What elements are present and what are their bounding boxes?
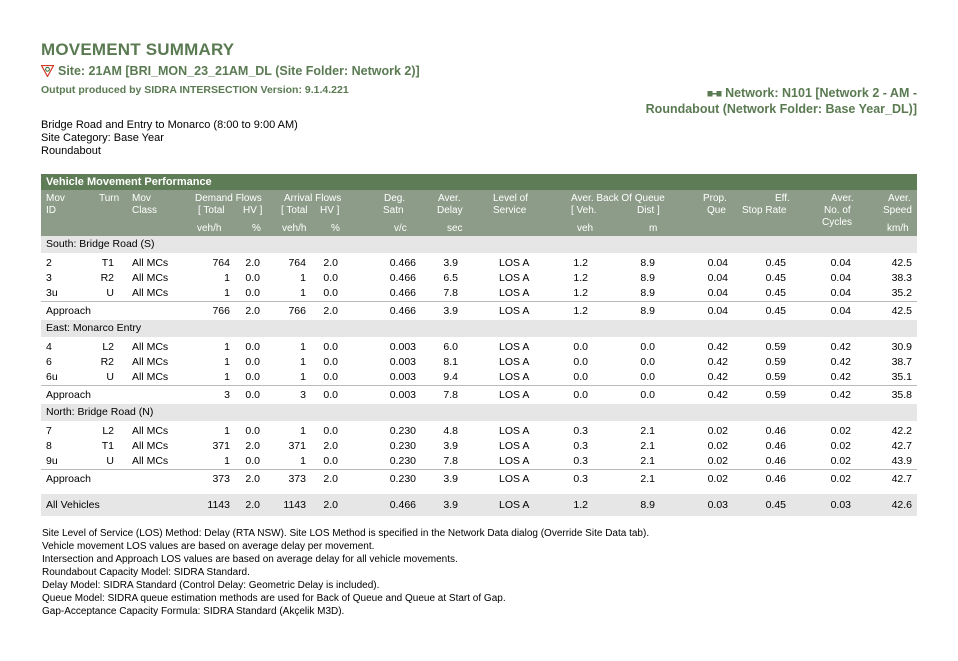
queue-veh-cell: 1.2 — [573, 272, 588, 284]
demand-total-cell: 1 — [224, 371, 230, 383]
aver-speed-cell: 38.7 — [891, 356, 912, 368]
demand-total-cell: 1 — [224, 455, 230, 467]
demand-hv-cell: 0.0 — [245, 455, 260, 467]
arrival-hv-cell: 0.0 — [323, 455, 338, 467]
header-mov: Mov — [46, 193, 65, 204]
table-row — [41, 424, 917, 439]
mov-class-cell: All MCs — [132, 356, 169, 368]
site-label: Site: 21AM [BRI_MON_23_21AM_DL (Site Folder: Network 2)] — [58, 64, 420, 78]
turn-cell: L2 — [102, 425, 114, 437]
aver-speed-cell: 42.2 — [891, 425, 912, 437]
mov-id-cell: 3u — [46, 287, 58, 299]
mov-id-cell: 4 — [46, 341, 52, 353]
aver-cycles-cell: 0.42 — [830, 341, 851, 353]
arrival-total-cell: 3 — [300, 389, 306, 401]
aver-cycles-cell: 0.04 — [830, 287, 851, 299]
prop-que-cell: 0.04 — [707, 287, 728, 299]
header-arrival-hv: HV ] — [320, 205, 340, 216]
level-of-service-cell: LOS A — [499, 257, 530, 269]
level-of-service-cell: LOS A — [499, 287, 530, 299]
eff-stop-rate-cell: 0.46 — [765, 425, 786, 437]
aver-speed-cell: 30.9 — [891, 341, 912, 353]
arrival-total-cell: 766 — [288, 305, 306, 317]
aver-cycles-cell: 0.02 — [830, 455, 851, 467]
header-queue-veh: [ Veh. — [571, 205, 597, 216]
arrival-total-cell: 1 — [300, 371, 306, 383]
queue-veh-cell: 0.0 — [573, 389, 588, 401]
deg-satn-cell: 0.466 — [389, 257, 416, 269]
mov-id-cell: 2 — [46, 257, 52, 269]
description-line: Site Category: Base Year — [41, 132, 164, 144]
arrival-hv-cell: 0.0 — [323, 272, 338, 284]
mov-id-cell: 6u — [46, 371, 58, 383]
unit-delay: sec — [447, 223, 463, 234]
header-demand-hv: HV ] — [243, 205, 263, 216]
level-of-service-cell: LOS A — [499, 473, 530, 485]
eff-stop-rate-cell: 0.45 — [765, 499, 786, 511]
header-deg: Deg. — [384, 193, 406, 204]
prop-que-cell: 0.02 — [707, 440, 728, 452]
prop-que-cell: 0.02 — [707, 425, 728, 437]
aver-cycles-cell: 0.03 — [830, 499, 851, 511]
queue-dist-cell: 0.0 — [640, 371, 655, 383]
table-row — [41, 256, 917, 271]
mov-id-cell: Approach — [46, 305, 91, 317]
level-of-service-cell: LOS A — [499, 371, 530, 383]
header-level-of: Level of — [493, 193, 529, 204]
turn-cell: L2 — [102, 341, 114, 353]
demand-hv-cell: 0.0 — [245, 425, 260, 437]
arrival-total-cell: 1 — [300, 341, 306, 353]
queue-dist-cell: 2.1 — [640, 440, 655, 452]
turn-cell: U — [106, 455, 114, 467]
header-service: Service — [493, 205, 527, 216]
aver-delay-cell: 3.9 — [443, 499, 458, 511]
arrival-hv-cell: 2.0 — [323, 499, 338, 511]
mov-class-cell: All MCs — [132, 341, 169, 353]
output-info: Output produced by SIDRA INTERSECTION Version: 9.1.4.221 — [41, 84, 349, 96]
approach-row — [41, 385, 917, 404]
table-header — [41, 190, 917, 236]
demand-hv-cell: 0.0 — [245, 341, 260, 353]
header-turn: Turn — [99, 193, 120, 204]
aver-delay-cell: 6.5 — [443, 272, 458, 284]
demand-total-cell: 1 — [224, 356, 230, 368]
turn-cell: U — [106, 371, 114, 383]
prop-que-cell: 0.04 — [707, 272, 728, 284]
prop-que-cell: 0.02 — [707, 455, 728, 467]
deg-satn-cell: 0.230 — [389, 473, 416, 485]
aver-delay-cell: 7.8 — [443, 389, 458, 401]
demand-hv-cell: 2.0 — [245, 257, 260, 269]
site-line — [41, 64, 420, 78]
queue-veh-cell: 0.0 — [573, 356, 588, 368]
note-line: Vehicle movement LOS values are based on average delay per movement. — [42, 541, 375, 552]
arrival-total-cell: 373 — [288, 473, 306, 485]
aver-cycles-cell: 0.04 — [830, 272, 851, 284]
aver-delay-cell: 7.8 — [443, 287, 458, 299]
demand-total-cell: 1143 — [207, 499, 230, 511]
unit-demand-hv: % — [252, 223, 261, 234]
table-row — [41, 286, 917, 301]
demand-hv-cell: 0.0 — [245, 356, 260, 368]
demand-total-cell: 1 — [224, 425, 230, 437]
deg-satn-cell: 0.003 — [389, 389, 416, 401]
arrival-hv-cell: 0.0 — [323, 371, 338, 383]
deg-satn-cell: 0.466 — [389, 272, 416, 284]
header-queue-dist: Dist ] — [637, 205, 660, 216]
section-header: North: Bridge Road (N) — [41, 404, 917, 421]
level-of-service-cell: LOS A — [499, 440, 530, 452]
level-of-service-cell: LOS A — [499, 425, 530, 437]
queue-dist-cell: 0.0 — [640, 356, 655, 368]
deg-satn-cell: 0.466 — [389, 305, 416, 317]
aver-speed-cell: 35.8 — [891, 389, 912, 401]
arrival-total-cell: 1 — [300, 356, 306, 368]
description-line: Roundabout — [41, 145, 101, 157]
all-vehicles-row — [41, 494, 917, 516]
header-speed: Speed — [883, 205, 912, 216]
prop-que-cell: 0.04 — [707, 305, 728, 317]
demand-total-cell: 3 — [224, 389, 230, 401]
queue-dist-cell: 8.9 — [640, 305, 655, 317]
aver-cycles-cell: 0.02 — [830, 440, 851, 452]
arrival-hv-cell: 0.0 — [323, 425, 338, 437]
header-arrival-flows: Arrival Flows — [284, 193, 342, 204]
demand-total-cell: 1 — [224, 287, 230, 299]
queue-dist-cell: 8.9 — [640, 287, 655, 299]
movement-table — [41, 174, 917, 516]
aver-speed-cell: 42.7 — [891, 440, 912, 452]
prop-que-cell: 0.42 — [707, 389, 728, 401]
demand-total-cell: 1 — [224, 272, 230, 284]
mov-class-cell: All MCs — [132, 257, 169, 269]
unit-arrival-total: veh/h — [282, 223, 307, 234]
level-of-service-cell: LOS A — [499, 272, 530, 284]
queue-dist-cell: 8.9 — [640, 257, 655, 269]
header-aver-cycles: Aver. — [831, 193, 854, 204]
arrival-hv-cell: 0.0 — [323, 287, 338, 299]
aver-delay-cell: 9.4 — [443, 371, 458, 383]
queue-veh-cell: 0.3 — [573, 425, 588, 437]
mov-id-cell: Approach — [46, 389, 91, 401]
header-stop-rate: Stop Rate — [742, 205, 787, 216]
aver-delay-cell: 3.9 — [443, 440, 458, 452]
header-que: Que — [707, 205, 726, 216]
deg-satn-cell: 0.466 — [389, 287, 416, 299]
aver-speed-cell: 38.3 — [891, 272, 912, 284]
network-info — [597, 85, 917, 117]
aver-delay-cell: 8.1 — [443, 356, 458, 368]
arrival-hv-cell: 2.0 — [323, 257, 338, 269]
header-arrival-total: [ Total — [281, 205, 308, 216]
header-eff: Eff. — [775, 193, 790, 204]
arrival-hv-cell: 2.0 — [323, 473, 338, 485]
arrival-hv-cell: 0.0 — [323, 341, 338, 353]
turn-cell: T1 — [101, 440, 114, 452]
queue-veh-cell: 1.2 — [573, 257, 588, 269]
demand-hv-cell: 0.0 — [245, 371, 260, 383]
description-line: Bridge Road and Entry to Monarco (8:00 to 9:00 AM) — [41, 119, 298, 131]
demand-total-cell: 373 — [212, 473, 230, 485]
queue-dist-cell: 2.1 — [640, 425, 655, 437]
prop-que-cell: 0.03 — [707, 499, 728, 511]
demand-hv-cell: 2.0 — [245, 440, 260, 452]
eff-stop-rate-cell: 0.59 — [765, 389, 786, 401]
queue-veh-cell: 0.3 — [573, 455, 588, 467]
arrival-total-cell: 1 — [300, 287, 306, 299]
note-line: Roundabout Capacity Model: SIDRA Standard. — [42, 567, 250, 578]
unit-speed: km/h — [887, 223, 909, 234]
notes — [42, 527, 649, 618]
level-of-service-cell: LOS A — [499, 305, 530, 317]
aver-delay-cell: 3.9 — [443, 257, 458, 269]
aver-cycles-cell: 0.04 — [830, 305, 851, 317]
header-satn: Satn — [383, 205, 404, 216]
prop-que-cell: 0.04 — [707, 257, 728, 269]
table-row — [41, 454, 917, 469]
demand-hv-cell: 2.0 — [245, 305, 260, 317]
section-header: East: Monarco Entry — [41, 320, 917, 337]
queue-dist-cell: 8.9 — [640, 272, 655, 284]
level-of-service-cell: LOS A — [499, 455, 530, 467]
aver-speed-cell: 42.5 — [891, 257, 912, 269]
aver-speed-cell: 42.7 — [891, 473, 912, 485]
eff-stop-rate-cell: 0.45 — [765, 287, 786, 299]
queue-veh-cell: 1.2 — [573, 305, 588, 317]
aver-speed-cell: 43.9 — [891, 455, 912, 467]
aver-delay-cell: 6.0 — [443, 341, 458, 353]
mov-id-cell: 6 — [46, 356, 52, 368]
deg-satn-cell: 0.230 — [389, 425, 416, 437]
header-no-of: No. of — [824, 205, 851, 216]
mov-id-cell: 9u — [46, 455, 58, 467]
aver-speed-cell: 42.6 — [891, 499, 912, 511]
mov-class-cell: All MCs — [132, 272, 169, 284]
site-description — [41, 119, 298, 158]
mov-class-cell: All MCs — [132, 425, 169, 437]
table-row — [41, 271, 917, 286]
demand-hv-cell: 0.0 — [245, 287, 260, 299]
demand-hv-cell: 0.0 — [245, 272, 260, 284]
queue-dist-cell: 2.1 — [640, 473, 655, 485]
network-line-1: Network: N101 [Network 2 - AM - — [725, 86, 917, 100]
eff-stop-rate-cell: 0.45 — [765, 272, 786, 284]
queue-veh-cell: 0.3 — [573, 473, 588, 485]
mov-id-cell: 7 — [46, 425, 52, 437]
aver-speed-cell: 35.2 — [891, 287, 912, 299]
queue-veh-cell: 0.3 — [573, 440, 588, 452]
arrival-total-cell: 1143 — [283, 499, 306, 511]
eff-stop-rate-cell: 0.45 — [765, 305, 786, 317]
eff-stop-rate-cell: 0.59 — [765, 371, 786, 383]
aver-cycles-cell: 0.42 — [830, 389, 851, 401]
deg-satn-cell: 0.003 — [389, 341, 416, 353]
queue-veh-cell: 0.0 — [573, 371, 588, 383]
page-title: MOVEMENT SUMMARY — [41, 40, 235, 59]
turn-cell: T1 — [101, 257, 114, 269]
header-aver: Aver. — [438, 193, 461, 204]
demand-hv-cell: 2.0 — [245, 499, 260, 511]
arrival-hv-cell: 2.0 — [323, 440, 338, 452]
note-line: Delay Model: SIDRA Standard (Control Delay: Geometric Delay is included). — [42, 580, 380, 591]
aver-speed-cell: 35.1 — [891, 371, 912, 383]
queue-dist-cell: 2.1 — [640, 455, 655, 467]
aver-speed-cell: 42.5 — [891, 305, 912, 317]
deg-satn-cell: 0.466 — [389, 499, 416, 511]
aver-cycles-cell: 0.42 — [830, 356, 851, 368]
aver-delay-cell: 7.8 — [443, 455, 458, 467]
eff-stop-rate-cell: 0.59 — [765, 341, 786, 353]
demand-hv-cell: 2.0 — [245, 473, 260, 485]
approach-row — [41, 301, 917, 320]
table-row — [41, 355, 917, 370]
aver-delay-cell: 4.8 — [443, 425, 458, 437]
mov-class-cell: All MCs — [132, 371, 169, 383]
header-id: ID — [46, 205, 56, 216]
eff-stop-rate-cell: 0.45 — [765, 257, 786, 269]
level-of-service-cell: LOS A — [499, 499, 530, 511]
demand-total-cell: 766 — [212, 305, 230, 317]
table-row — [41, 439, 917, 454]
approach-row — [41, 469, 917, 488]
arrival-hv-cell: 0.0 — [323, 389, 338, 401]
deg-satn-cell: 0.230 — [389, 455, 416, 467]
queue-veh-cell: 0.0 — [573, 341, 588, 353]
unit-demand-total: veh/h — [197, 223, 222, 234]
arrival-hv-cell: 0.0 — [323, 356, 338, 368]
level-of-service-cell: LOS A — [499, 341, 530, 353]
mov-id-cell: 8 — [46, 440, 52, 452]
header-back-of-queue: Aver. Back Of Queue — [571, 193, 665, 204]
queue-dist-cell: 0.0 — [640, 341, 655, 353]
turn-cell: U — [106, 287, 114, 299]
prop-que-cell: 0.42 — [707, 356, 728, 368]
table-row — [41, 370, 917, 385]
queue-dist-cell: 8.9 — [640, 499, 655, 511]
mov-class-cell: All MCs — [132, 455, 169, 467]
demand-total-cell: 1 — [224, 341, 230, 353]
header-delay: Delay — [437, 205, 463, 216]
eff-stop-rate-cell: 0.46 — [765, 455, 786, 467]
deg-satn-cell: 0.230 — [389, 440, 416, 452]
aver-delay-cell: 3.9 — [443, 305, 458, 317]
arrival-total-cell: 1 — [300, 455, 306, 467]
prop-que-cell: 0.02 — [707, 473, 728, 485]
turn-cell: R2 — [100, 272, 114, 284]
table-body — [41, 236, 917, 516]
queue-veh-cell: 1.2 — [573, 499, 588, 511]
queue-dist-cell: 0.0 — [640, 389, 655, 401]
network-line-2: Roundabout (Network Folder: Base Year_DL)] — [645, 102, 917, 116]
deg-satn-cell: 0.003 — [389, 371, 416, 383]
header-mov-class: Mov — [132, 193, 151, 204]
aver-cycles-cell: 0.42 — [830, 371, 851, 383]
prop-que-cell: 0.42 — [707, 341, 728, 353]
aver-delay-cell: 3.9 — [443, 473, 458, 485]
level-of-service-cell: LOS A — [499, 356, 530, 368]
note-line: Gap-Acceptance Capacity Formula: SIDRA Standard (Akçelik M3D). — [42, 606, 345, 617]
queue-veh-cell: 1.2 — [573, 287, 588, 299]
header-demand-flows: Demand Flows — [195, 193, 262, 204]
arrival-total-cell: 1 — [300, 272, 306, 284]
note-line: Intersection and Approach LOS values are based on average delay for all vehicle movements. — [42, 554, 458, 565]
demand-total-cell: 764 — [212, 257, 230, 269]
aver-cycles-cell: 0.02 — [830, 473, 851, 485]
note-line: Queue Model: SIDRA queue estimation methods are used for Back of Queue and Queue at Start of Gap. — [42, 593, 506, 604]
mov-class-cell: All MCs — [132, 287, 169, 299]
aver-cycles-cell: 0.02 — [830, 425, 851, 437]
turn-cell: R2 — [100, 356, 114, 368]
mov-id-cell: All Vehicles — [46, 499, 100, 511]
arrival-total-cell: 764 — [288, 257, 306, 269]
roundabout-warning-icon — [41, 65, 54, 77]
eff-stop-rate-cell: 0.46 — [765, 473, 786, 485]
header-class: Class — [132, 205, 158, 216]
prop-que-cell: 0.42 — [707, 371, 728, 383]
arrival-total-cell: 371 — [288, 440, 306, 452]
mov-class-cell: All MCs — [132, 440, 169, 452]
eff-stop-rate-cell: 0.59 — [765, 356, 786, 368]
unit-queue-dist: m — [649, 223, 658, 234]
header-prop: Prop. — [703, 193, 727, 204]
header-demand-total: [ Total — [198, 205, 225, 216]
demand-hv-cell: 0.0 — [245, 389, 260, 401]
arrival-hv-cell: 2.0 — [323, 305, 338, 317]
note-line: Site Level of Service (LOS) Method: Delay (RTA NSW). Site LOS Method is specified in the Network Data dialog (Override Site Data tab). — [42, 528, 650, 539]
unit-queue-veh: veh — [577, 223, 594, 234]
mov-id-cell: Approach — [46, 473, 91, 485]
deg-satn-cell: 0.003 — [389, 356, 416, 368]
section-header: South: Bridge Road (S) — [41, 236, 917, 253]
eff-stop-rate-cell: 0.46 — [765, 440, 786, 452]
arrival-total-cell: 1 — [300, 425, 306, 437]
table-title: Vehicle Movement Performance — [41, 174, 917, 190]
header-cycles: Cycles — [822, 217, 853, 228]
level-of-service-cell: LOS A — [499, 389, 530, 401]
unit-arrival-hv: % — [331, 223, 340, 234]
table-row — [41, 340, 917, 355]
aver-cycles-cell: 0.04 — [830, 257, 851, 269]
network-icon — [707, 90, 722, 98]
unit-deg-satn: v/c — [394, 223, 407, 234]
mov-id-cell: 3 — [46, 272, 52, 284]
demand-total-cell: 371 — [212, 440, 230, 452]
header-aver-speed: Aver. — [888, 193, 911, 204]
